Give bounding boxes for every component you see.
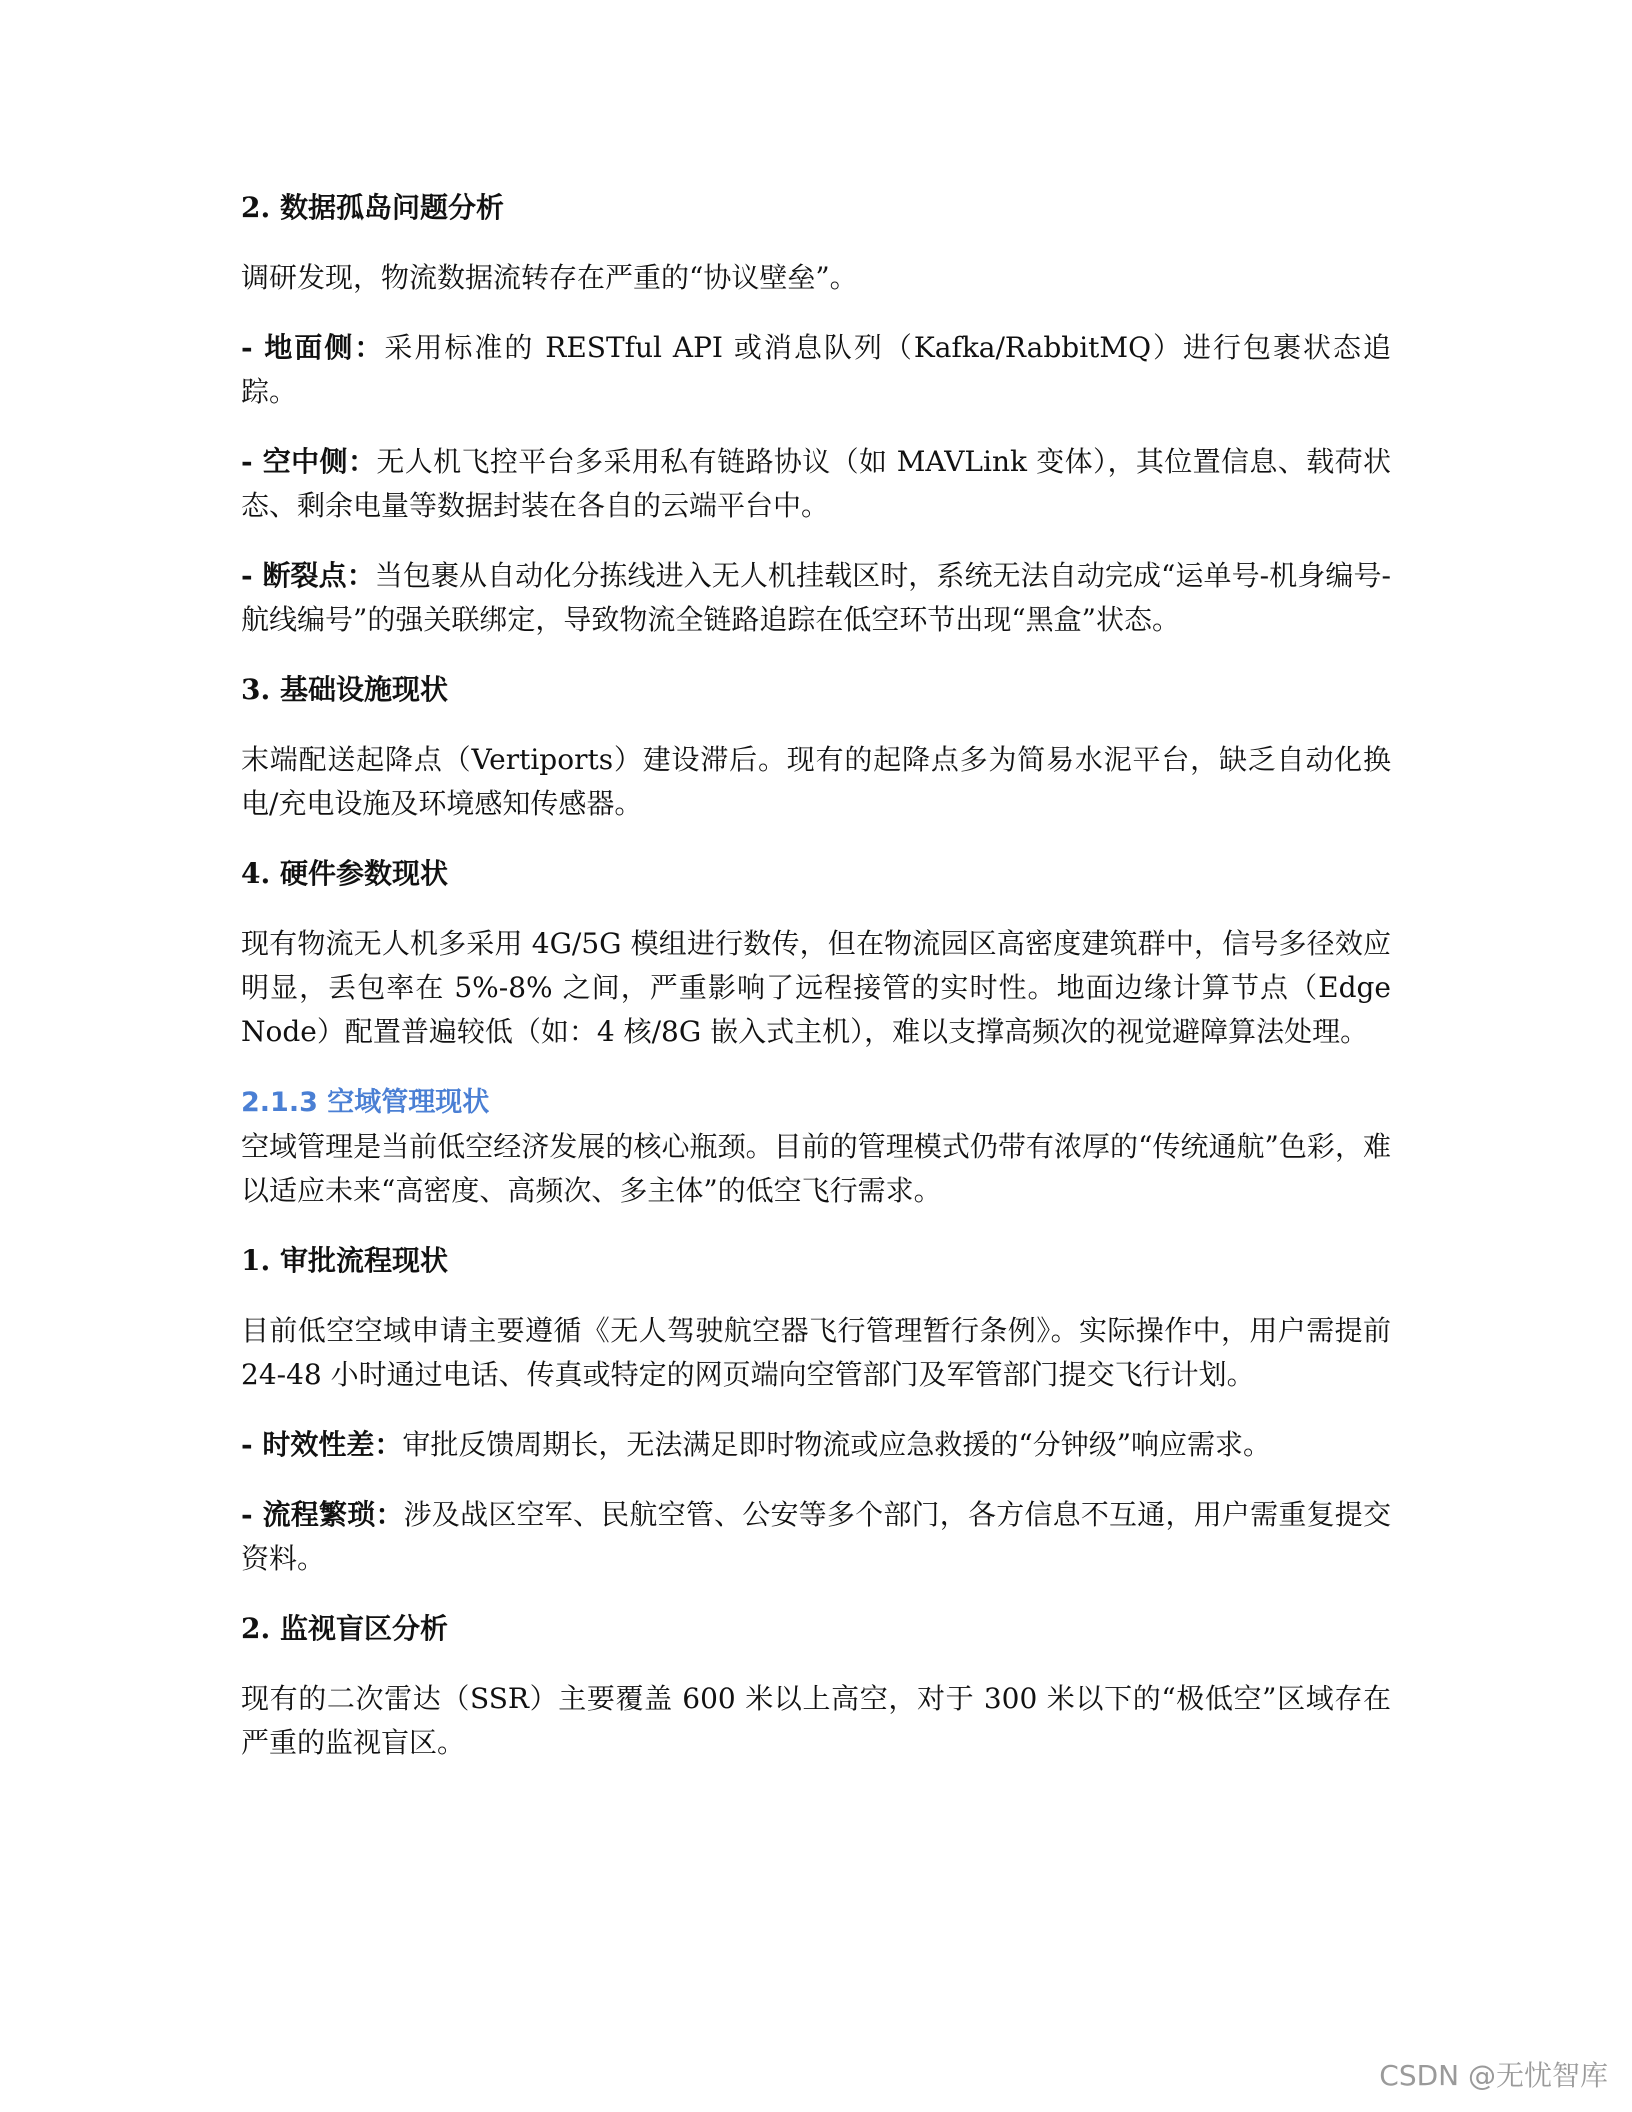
- bullet-ground-side-lead: - 地面侧：: [241, 331, 385, 364]
- heading-data-silo: 2. 数据孤岛问题分析: [241, 191, 504, 224]
- bullet-air-side: [241, 440, 1391, 528]
- bullet-air-side-text: 无人机飞控平台多采用私有链路协议（如 MAVLink 变体），其位置信息、载荷状态、剩余电量等数据封装在各自的云端平台中。: [241, 445, 1391, 522]
- bullet-ground-side: [241, 326, 1391, 414]
- heading-approval: 1. 审批流程现状: [241, 1244, 448, 1277]
- paragraph-hardware: 现有物流无人机多采用 4G/5G 模组进行数传，但在物流园区高密度建筑群中，信号多径效应明显，丢包率在 5%-8% 之间，严重影响了远程接管的实时性。地面边缘计算节点（Edge Node）配置普遍较低（如：4 核/8G 嵌入式主机），难以支撑高频次的视觉避障算法处理。: [241, 927, 1391, 1048]
- bullet-ground-side-text: 采用标准的 RESTful API 或消息队列（Kafka/RabbitMQ）进行包裹状态追踪。: [241, 331, 1391, 408]
- bullet-timeliness-text: 审批反馈周期长，无法满足即时物流或应急救援的“分钟级”响应需求。: [402, 1428, 1272, 1461]
- bullet-timeliness-lead: - 时效性差：: [241, 1428, 403, 1461]
- bullet-break-point-text: 当包裹从自动化分拣线进入无人机挂载区时，系统无法自动完成“运单号-机身编号-航线编号”的强关联绑定，导致物流全链路追踪在低空环节出现“黑盒”状态。: [241, 559, 1391, 636]
- bullet-complexity-text: 涉及战区空军、民航空管、公安等多个部门，各方信息不互通，用户需重复提交资料。: [241, 1498, 1391, 1575]
- section-title-airspace: 2.1.3 空域管理现状: [241, 1087, 490, 1118]
- paragraph-airspace: 空域管理是当前低空经济发展的核心瓶颈。目前的管理模式仍带有浓厚的“传统通航”色彩，难以适应未来“高密度、高频次、多主体”的低空飞行需求。: [241, 1130, 1391, 1207]
- bullet-break-point-lead: - 断裂点：: [241, 559, 375, 592]
- paragraph-infrastructure: 末端配送起降点（Vertiports）建设滞后。现有的起降点多为简易水泥平台，缺乏自动化换电/充电设施及环境感知传感器。: [241, 743, 1391, 820]
- heading-infrastructure: 3. 基础设施现状: [241, 673, 448, 706]
- paragraph-blind-zone: 现有的二次雷达（SSR）主要覆盖 600 米以上高空，对于 300 米以下的“极低空”区域存在严重的监视盲区。: [241, 1682, 1391, 1759]
- bullet-break-point: [241, 554, 1391, 642]
- bullet-air-side-lead: - 空中侧：: [241, 445, 377, 478]
- paragraph-approval: 目前低空空域申请主要遵循《无人驾驶航空器飞行管理暂行条例》。实际操作中，用户需提前 24-48 小时通过电话、传真或特定的网页端向空管部门及军管部门提交飞行计划。: [241, 1314, 1391, 1391]
- bullet-timeliness: [241, 1423, 1391, 1467]
- heading-hardware: 4. 硬件参数现状: [241, 857, 448, 890]
- heading-blind-zone: 2. 监视盲区分析: [241, 1612, 448, 1645]
- bullet-complexity-lead: - 流程繁琐：: [241, 1498, 404, 1531]
- bullet-complexity: [241, 1493, 1391, 1581]
- watermark: CSDN @无忧智库: [1379, 2059, 1608, 2092]
- document-page: [241, 186, 1391, 1765]
- paragraph-data-silo-intro: 调研发现，物流数据流转存在严重的“协议壁垒”。: [241, 261, 858, 294]
